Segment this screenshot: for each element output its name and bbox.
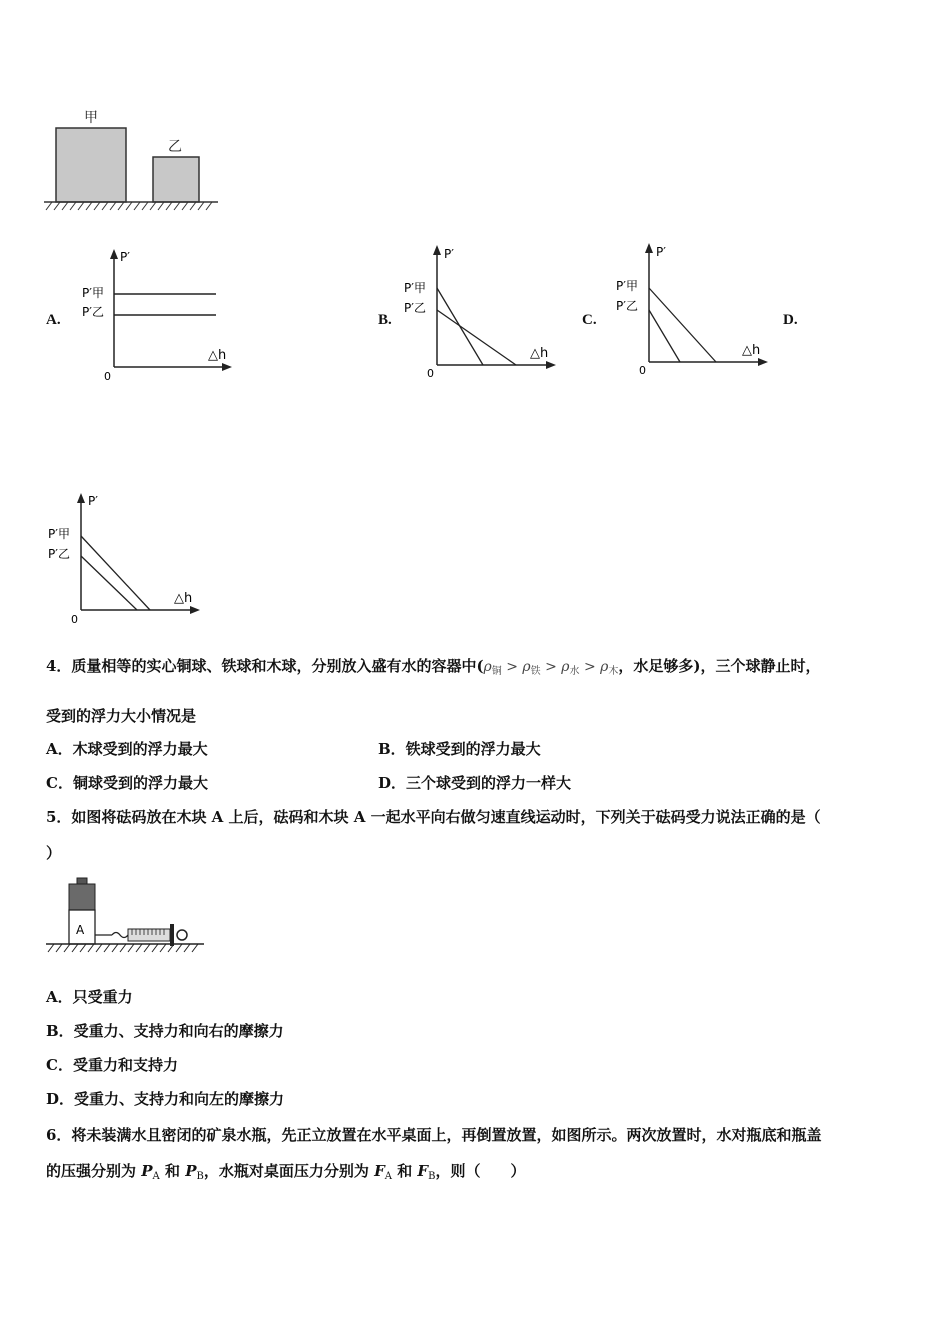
block-yi xyxy=(153,157,199,202)
question-5-line2: ） xyxy=(46,844,62,862)
graph-d xyxy=(44,488,214,628)
graph-option-c[interactable]: C. xyxy=(582,312,597,328)
tick-label-p-jia: P′甲 xyxy=(82,286,104,300)
q4-option-a[interactable]: A．木球受到的浮力最大 xyxy=(46,740,208,758)
axis-label-dh: △h xyxy=(530,346,549,361)
question-5-line1: 5．如图将砝码放在木块 A 上后，砝码和木块 A 一起水平向右做匀速直线运动时，下列关于砝码受力说法正确的是（ xyxy=(46,808,821,826)
tick-label-p-yi: P′乙 xyxy=(48,547,70,561)
tick-label-p-yi: P′乙 xyxy=(616,299,638,313)
line-jia xyxy=(649,288,716,362)
axis-label-p: P′ xyxy=(444,247,454,261)
tick-label-p-yi: P′乙 xyxy=(404,301,426,315)
tick-label-p-yi: P′乙 xyxy=(82,305,104,319)
line-yi xyxy=(437,310,516,365)
question-6-line1: 6．将未装满水且密闭的矿泉水瓶，先正立放置在水平桌面上，再倒置放置，如图所示。两次放置时，水对瓶底和瓶盖 xyxy=(46,1126,822,1144)
tick-label-p-jia: P′甲 xyxy=(404,281,426,295)
axis-label-dh: △h xyxy=(174,591,193,606)
tick-label-p-jia: P′甲 xyxy=(48,527,70,541)
label-jia: 甲 xyxy=(84,110,98,126)
label-yi: 乙 xyxy=(168,139,182,155)
block-a-label: A xyxy=(76,923,85,937)
q4-option-c[interactable]: C．铜球受到的浮力最大 xyxy=(46,774,208,792)
axis-label-dh: △h xyxy=(208,348,227,363)
q4-lead: 4．质量相等的实心铜球、铁球和木球，分别放入盛有水的容器中( xyxy=(46,657,484,675)
graph-c xyxy=(612,238,782,378)
line-yi xyxy=(81,556,137,610)
density-relation: $\rho_铜 > \rho_铁 > \rho_水 > \rho_木$ xyxy=(483,659,619,677)
q5-option-a[interactable]: A．只受重力 xyxy=(46,988,133,1006)
axis-label-p: P′ xyxy=(656,245,666,259)
weight xyxy=(69,884,95,910)
origin-label: 0 xyxy=(71,613,78,626)
question-4-line1 xyxy=(46,656,821,682)
origin-label: 0 xyxy=(427,367,434,380)
block-jia xyxy=(56,128,126,202)
ground-hatch xyxy=(46,202,212,210)
question-6-line2: 的压强分别为 $P_A$ 和 $P_B$，水瓶对桌面压力分别为 $F_A$ 和 $F_B$，则（ ） xyxy=(46,1162,526,1182)
graph-option-d[interactable]: D. xyxy=(783,312,798,328)
axis-label-p: P′ xyxy=(120,250,130,264)
axis-label-p: P′ xyxy=(88,494,98,508)
scale-ring xyxy=(177,930,187,940)
line-jia xyxy=(81,536,150,610)
blocks-figure xyxy=(40,100,230,215)
q4-option-b[interactable]: B．铁球受到的浮力最大 xyxy=(378,740,541,758)
tick-label-p-jia: P′甲 xyxy=(616,279,638,293)
q5-option-c[interactable]: C．受重力和支持力 xyxy=(46,1056,178,1074)
q5-option-b[interactable]: B．受重力、支持力和向右的摩擦力 xyxy=(46,1022,284,1040)
graph-option-a[interactable]: A. xyxy=(46,312,61,328)
q5-option-d[interactable]: D．受重力、支持力和向左的摩擦力 xyxy=(46,1090,285,1108)
graph-option-b[interactable]: B. xyxy=(378,312,392,328)
q4-option-d[interactable]: D．三个球受到的浮力一样大 xyxy=(378,774,572,792)
q4-tail: ，水足够多)，三个球静止时， xyxy=(618,657,821,675)
ground-hatch xyxy=(48,944,198,952)
graph-b xyxy=(400,240,570,380)
origin-label: 0 xyxy=(104,370,111,383)
axis-label-dh: △h xyxy=(742,343,761,358)
graph-a xyxy=(76,245,246,385)
weight-knob xyxy=(77,878,87,884)
origin-label: 0 xyxy=(639,364,646,377)
question-4-line2: 受到的浮力大小情况是 xyxy=(46,707,197,725)
spring-scale-figure xyxy=(42,872,217,964)
